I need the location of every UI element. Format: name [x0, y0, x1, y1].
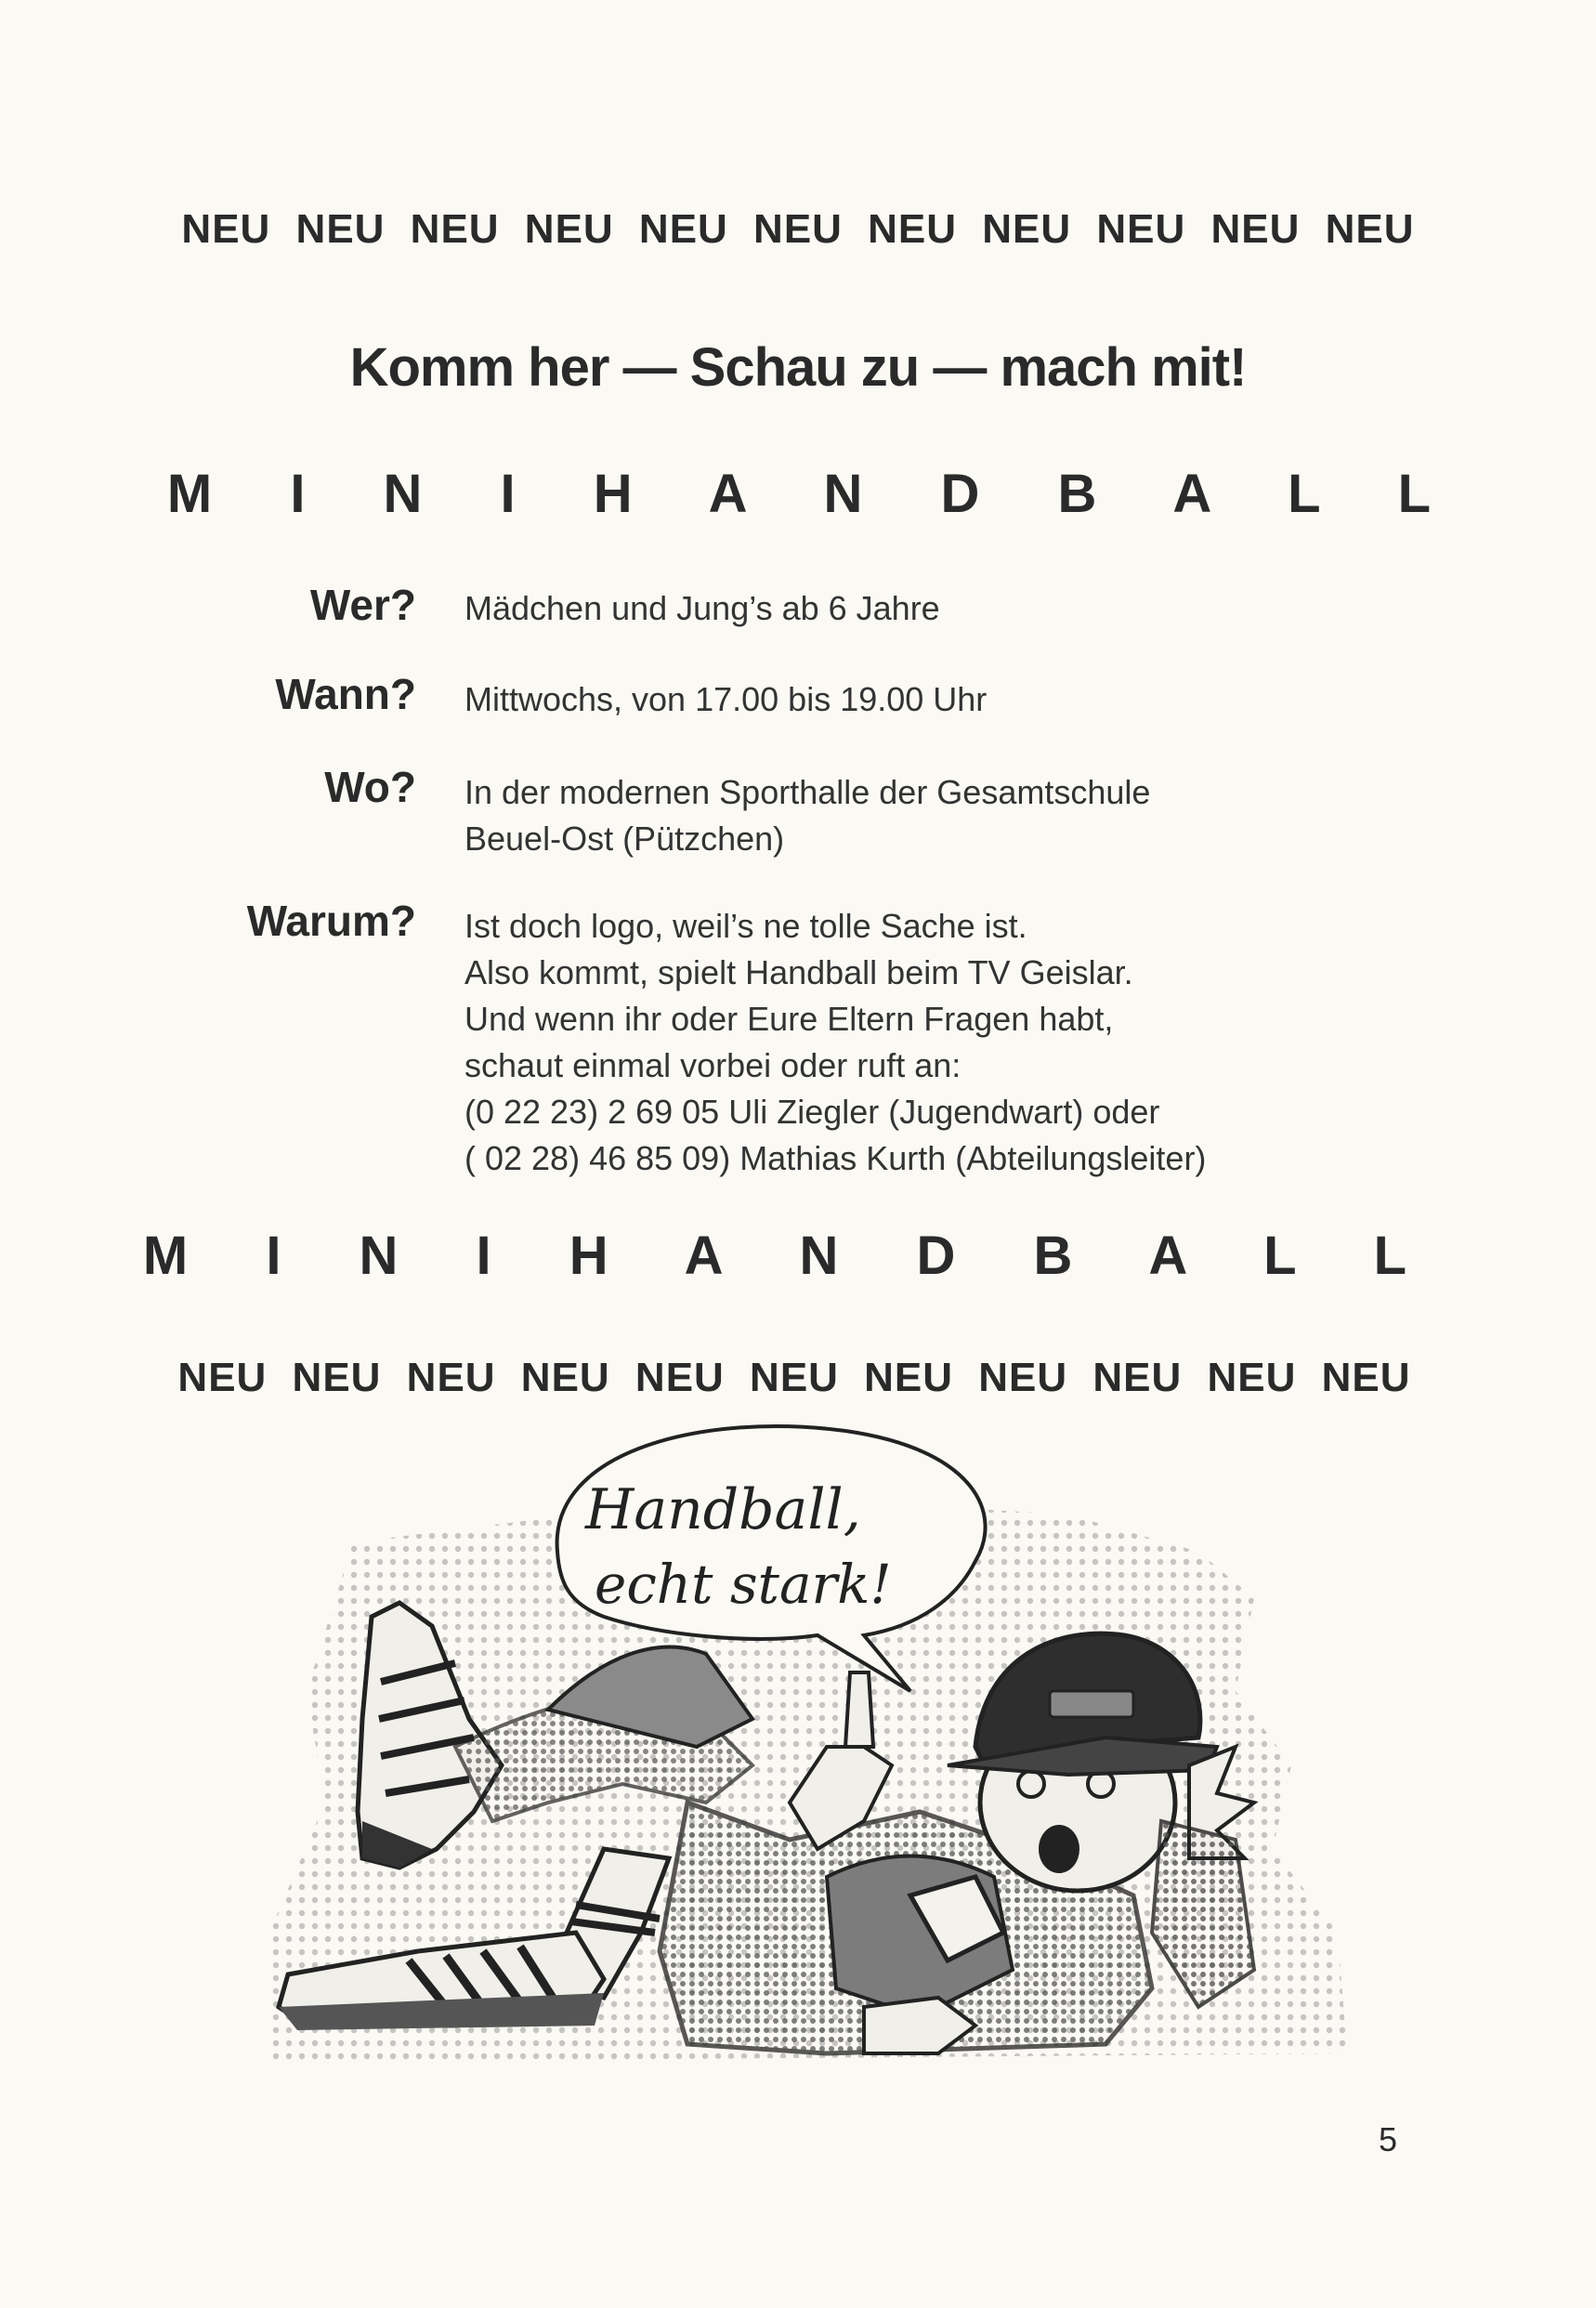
minihandball-heading-bottom: M I N I H A N D B A L L: [142, 1226, 1439, 1286]
neu-banner-bottom: NEU NEU NEU NEU NEU NEU NEU NEU NEU NEU NEU: [177, 1355, 1411, 1400]
answer-line: Mädchen und Jung’s ab 6 Jahre: [464, 589, 940, 627]
answer-warum: [464, 903, 1206, 1182]
answer-wer: [464, 585, 940, 632]
answer-line: Mittwochs, von 17.00 bis 19.00 Uhr: [464, 680, 988, 718]
neu-banner-top: NEU NEU NEU NEU NEU NEU NEU NEU NEU NEU NEU: [181, 206, 1415, 252]
speech-text-line1: Handball,: [585, 1477, 861, 1542]
minihandball-heading-top: M I N I H A N D B A L L: [166, 464, 1463, 524]
speech-text-line2: echt stark!: [595, 1553, 892, 1616]
answer-line: (0 22 23) 2 69 05 Uli Ziegler (Jugendwart) oder: [464, 1093, 1160, 1131]
question-warum: Warum?: [246, 897, 416, 945]
answer-line: Also kommt, spielt Handball beim TV Geislar.: [464, 953, 1133, 991]
question-wer: Wer?: [309, 581, 416, 629]
answer-line: Und wenn ihr oder Eure Eltern Fragen habt,: [464, 1000, 1114, 1038]
answer-line: Ist doch logo, weil’s ne tolle Sache ist.: [464, 907, 1027, 945]
slogan: Komm her — Schau zu — mach mit!: [349, 337, 1247, 398]
page-number: 5: [1379, 2120, 1398, 2158]
answer-wo: [464, 769, 1150, 862]
answer-line: In der modernen Sporthalle der Gesamtschule: [464, 773, 1151, 811]
answer-line: schaut einmal vorbei oder ruft an:: [464, 1046, 962, 1084]
handball-cartoon-illustration: [269, 1412, 1366, 2081]
question-wann: Wann?: [275, 670, 416, 718]
answer-line: ( 02 28) 46 85 09) Mathias Kurth (Abteilungsleiter): [464, 1139, 1207, 1177]
answer-line: Beuel-Ost (Pützchen): [464, 820, 785, 858]
question-wo: Wo?: [324, 763, 416, 811]
answer-wann: [464, 676, 987, 723]
